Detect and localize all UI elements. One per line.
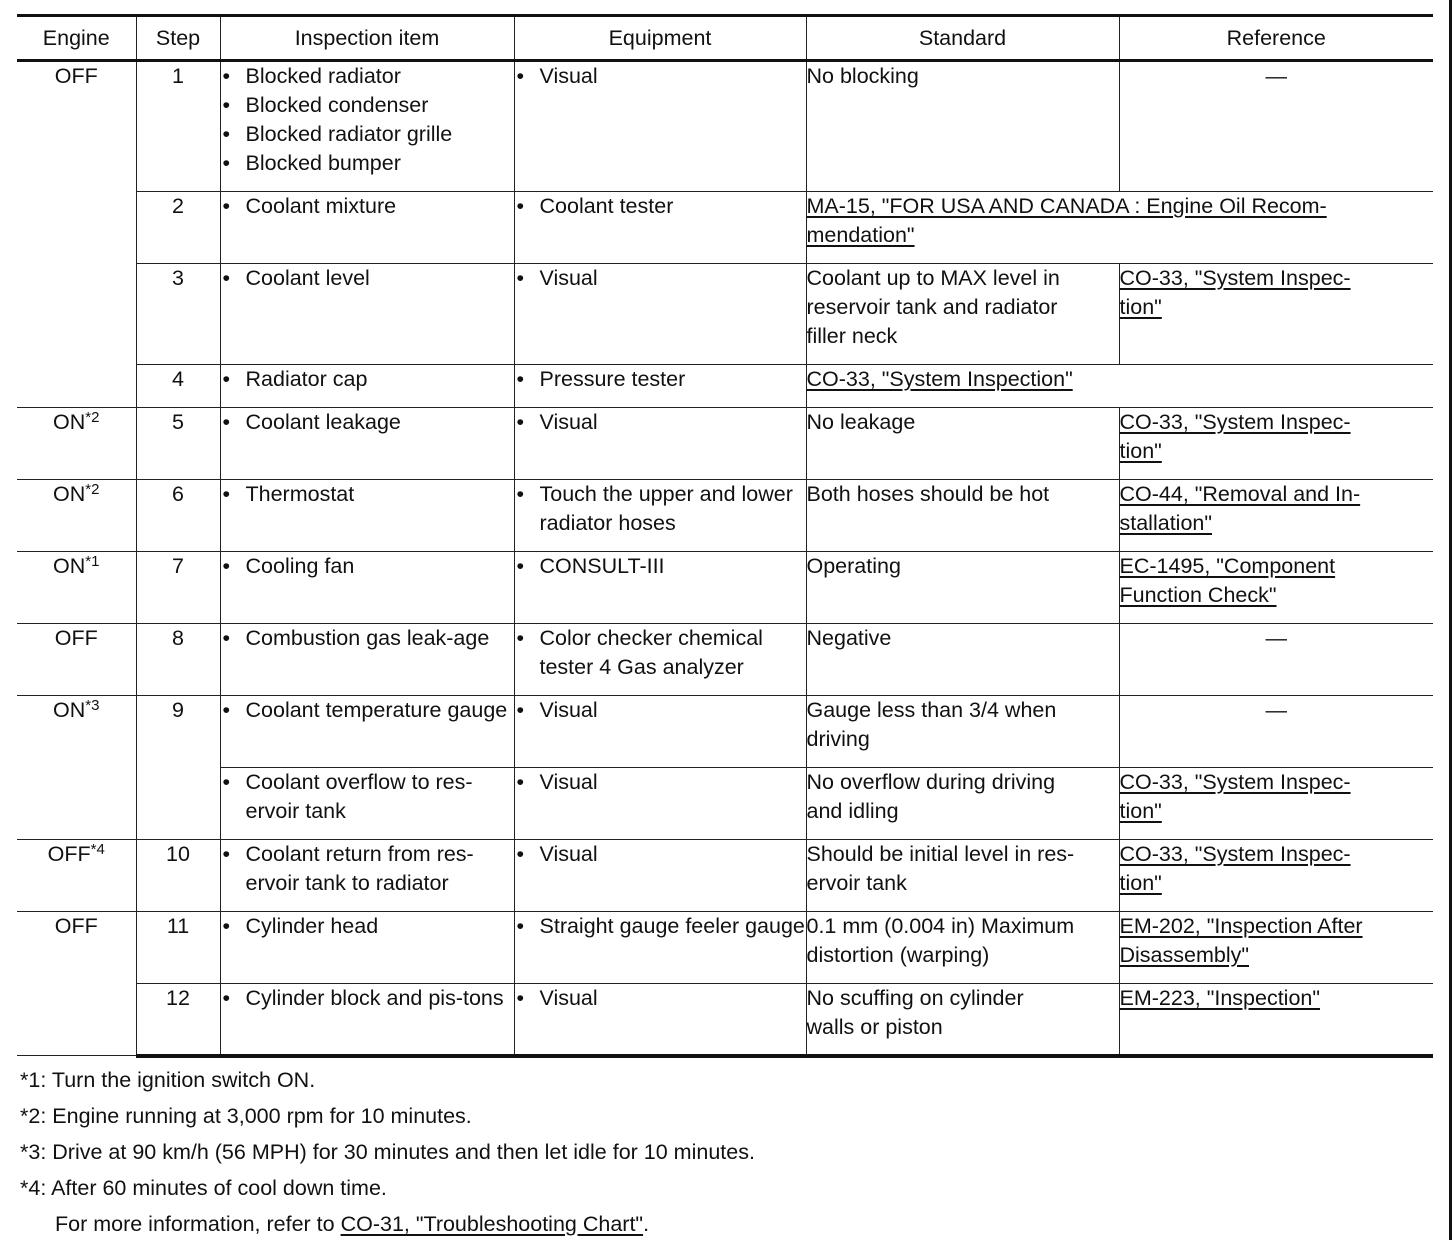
list-item: • Radiator cap: [221, 365, 514, 394]
equipment-cell: [514, 480, 806, 552]
inspection-item-cell: [220, 624, 514, 696]
equipment-cell: [514, 552, 806, 624]
standard-cell: Should be initial level in res- ervoir tank: [806, 840, 1119, 912]
equipment-cell: [514, 365, 806, 408]
reference-cell: [1119, 768, 1433, 840]
list-item: • Coolant level: [221, 264, 514, 293]
list-item: • Straight gauge feeler gauge: [515, 912, 806, 941]
reference-link[interactable]: mendation": [806, 223, 915, 247]
reference-cell: [1119, 984, 1433, 1056]
reference-link[interactable]: tion": [1119, 799, 1162, 823]
reference-cell: [1119, 912, 1433, 984]
reference-cell: [1119, 480, 1433, 552]
reference-link[interactable]: CO-33, "System Inspec-: [1119, 770, 1351, 794]
table-row: [17, 480, 1433, 552]
table-row: [17, 912, 1433, 984]
standard-cell: No overflow during driving and idling: [806, 768, 1119, 840]
step-number: 3: [136, 264, 220, 365]
inspection-item-cell: [220, 552, 514, 624]
table-row: [17, 408, 1433, 480]
list-item: • Visual: [515, 264, 806, 293]
col-header-engine: Engine: [17, 16, 136, 61]
table-row: [17, 192, 1433, 264]
footnote-marker: *4: [90, 841, 105, 858]
col-header-equipment: Equipment: [514, 16, 806, 61]
standard-cell: 0.1 mm (0.004 in) Maximum distortion (warping): [806, 912, 1119, 984]
table-row: [17, 61, 1433, 192]
standard-cell: Negative: [806, 624, 1119, 696]
engine-state-on: ON$^{*3}$: [17, 696, 136, 840]
inspection-item-cell: [220, 768, 514, 840]
reference-link[interactable]: EM-202, "Inspection After: [1119, 914, 1363, 938]
standard-cell: Coolant up to MAX level in reservoir tank and radiator filler neck: [806, 264, 1119, 365]
inspection-item-cell: [220, 984, 514, 1056]
col-header-reference: Reference: [1119, 16, 1433, 61]
reference-cell: —: [1119, 624, 1433, 696]
list-item: • Touch the upper and lower radiator hoses: [515, 480, 806, 538]
list-item: • Visual: [515, 840, 806, 869]
equipment-cell: [514, 696, 806, 768]
list-item: • Cylinder head: [221, 912, 514, 941]
step-number: 6: [136, 480, 220, 552]
reference-cell: [1119, 408, 1433, 480]
more-info-line: For more information, refer to CO-31, "Troubleshooting Chart".: [55, 1212, 650, 1236]
table-row: [17, 696, 1433, 768]
inspection-item-cell: [220, 365, 514, 408]
list-item: • Coolant overflow to res-ervoir tank: [221, 768, 514, 826]
engine-state-on: ON$^{*2}$: [17, 480, 136, 552]
list-item: • Cooling fan: [221, 552, 514, 581]
list-item: • Visual: [515, 984, 806, 1013]
reference-link[interactable]: EC-1495, "Component: [1119, 554, 1336, 578]
standard-cell: Gauge less than 3/4 when driving: [806, 696, 1119, 768]
equipment-cell: [514, 264, 806, 365]
reference-cell: —: [1119, 61, 1433, 192]
standard-reference-cell: [806, 365, 1433, 408]
table-header-row: [17, 16, 1433, 61]
reference-cell: [1119, 840, 1433, 912]
step-number: 8: [136, 624, 220, 696]
reference-link[interactable]: tion": [1119, 439, 1162, 463]
engine-state-on: ON$^{*2}$: [17, 408, 136, 480]
engine-state-off: OFF: [17, 61, 136, 408]
inspection-item-cell: [220, 480, 514, 552]
equipment-cell: [514, 624, 806, 696]
list-item: • Combustion gas leak-age: [221, 624, 514, 653]
equipment-cell: [514, 192, 806, 264]
table-row: [17, 768, 1433, 840]
footnote-marker: *2: [85, 409, 100, 426]
list-item: • Visual: [515, 408, 806, 437]
engine-state-on: ON$^{*1}$: [17, 552, 136, 624]
equipment-cell: [514, 768, 806, 840]
col-header-step: Step: [136, 16, 220, 61]
list-item: • Coolant return from res-ervoir tank to radiator: [221, 840, 514, 898]
step-number: 1: [136, 61, 220, 192]
equipment-cell: [514, 912, 806, 984]
inspection-item-cell: [220, 192, 514, 264]
troubleshooting-chart-link[interactable]: CO-31, "Troubleshooting Chart": [340, 1212, 644, 1236]
list-item: • Coolant temperature gauge: [221, 696, 514, 725]
list-item: • Blocked bumper: [221, 149, 514, 178]
reference-link[interactable]: CO-33, "System Inspec-: [1119, 266, 1351, 290]
table-row: [17, 552, 1433, 624]
table-row: [17, 365, 1433, 408]
footnote-marker: *2: [85, 481, 100, 498]
step-number: 10: [136, 840, 220, 912]
step-number: 2: [136, 192, 220, 264]
equipment-cell: [514, 408, 806, 480]
reference-cell: [1119, 552, 1433, 624]
reference-link[interactable]: EM-223, "Inspection": [1119, 986, 1321, 1010]
inspection-item-cell: [220, 840, 514, 912]
list-item: • Visual: [515, 696, 806, 725]
reference-link[interactable]: tion": [1119, 871, 1162, 895]
standard-cell: Both hoses should be hot: [806, 480, 1119, 552]
step-number: 7: [136, 552, 220, 624]
cooling-system-inspection-table: [17, 14, 1433, 1058]
page-frame-right-border: [1449, 0, 1452, 1240]
footnote: *2: Engine running at 3,000 rpm for 10 minutes.: [20, 1104, 472, 1128]
reference-cell: [1119, 264, 1433, 365]
reference-link[interactable]: tion": [1119, 295, 1162, 319]
engine-state-off: OFF: [17, 912, 136, 1056]
list-item: • Cylinder block and pis-tons: [221, 984, 514, 1013]
footnote: *3: Drive at 90 km/h (56 MPH) for 30 minutes and then let idle for 10 minutes.: [20, 1140, 755, 1164]
inspection-item-cell: [220, 696, 514, 768]
step-number: 4: [136, 365, 220, 408]
list-item: • Visual: [515, 62, 806, 91]
reference-link[interactable]: CO-33, "System Inspec-: [1119, 842, 1351, 866]
table-row: [17, 984, 1433, 1056]
inspection-item-cell: [220, 264, 514, 365]
standard-cell: Operating: [806, 552, 1119, 624]
reference-link[interactable]: CO-33, "System Inspec-: [1119, 410, 1351, 434]
standard-cell: No leakage: [806, 408, 1119, 480]
step-number: 11: [136, 912, 220, 984]
list-item: • Coolant leakage: [221, 408, 514, 437]
step-number: 5: [136, 408, 220, 480]
reference-link[interactable]: MA-15, "FOR USA AND CANADA : Engine Oil Recom-: [806, 194, 1327, 218]
list-item: • Thermostat: [221, 480, 514, 509]
list-item: • Coolant tester: [515, 192, 806, 221]
list-item: • Pressure tester: [515, 365, 806, 394]
equipment-cell: [514, 840, 806, 912]
footnotes: [20, 1062, 755, 1242]
standard-reference-cell: [806, 192, 1433, 264]
engine-state-off: OFF$^{*4}$: [17, 840, 136, 912]
reference-link[interactable]: stallation": [1119, 511, 1212, 535]
col-header-inspection-item: Inspection item: [220, 16, 514, 61]
table-row: [17, 264, 1433, 365]
list-item: • Blocked radiator: [221, 62, 514, 91]
engine-state-off: OFF: [17, 624, 136, 696]
inspection-item-cell: [220, 61, 514, 192]
reference-link[interactable]: Disassembly": [1119, 943, 1249, 967]
list-item: • Visual: [515, 768, 806, 797]
standard-cell: No blocking: [806, 61, 1119, 192]
inspection-item-cell: [220, 408, 514, 480]
reference-link[interactable]: CO-44, "Removal and In-: [1119, 482, 1361, 506]
step-number: 12: [136, 984, 220, 1056]
footnote-marker: *3: [85, 697, 100, 714]
reference-link[interactable]: Function Check": [1119, 583, 1277, 607]
list-item: • Blocked radiator grille: [221, 120, 514, 149]
list-item: • Blocked condenser: [221, 91, 514, 120]
list-item: • CONSULT-III: [515, 552, 806, 581]
list-item: • Coolant mixture: [221, 192, 514, 221]
step-number: 9: [136, 696, 220, 840]
reference-cell: —: [1119, 696, 1433, 768]
standard-cell: No scuffing on cylinder walls or piston: [806, 984, 1119, 1056]
equipment-cell: [514, 984, 806, 1056]
footnote-marker: *1: [85, 553, 100, 570]
col-header-standard: Standard: [806, 16, 1119, 61]
list-item: • Color checker chemical tester 4 Gas analyzer: [515, 624, 806, 682]
table-row: [17, 624, 1433, 696]
table-row: [17, 840, 1433, 912]
inspection-item-cell: [220, 912, 514, 984]
footnote: *1: Turn the ignition switch ON.: [20, 1068, 316, 1092]
equipment-cell: [514, 61, 806, 192]
footnote: *4: After 60 minutes of cool down time.: [20, 1176, 387, 1200]
reference-link[interactable]: CO-33, "System Inspection": [806, 367, 1073, 391]
